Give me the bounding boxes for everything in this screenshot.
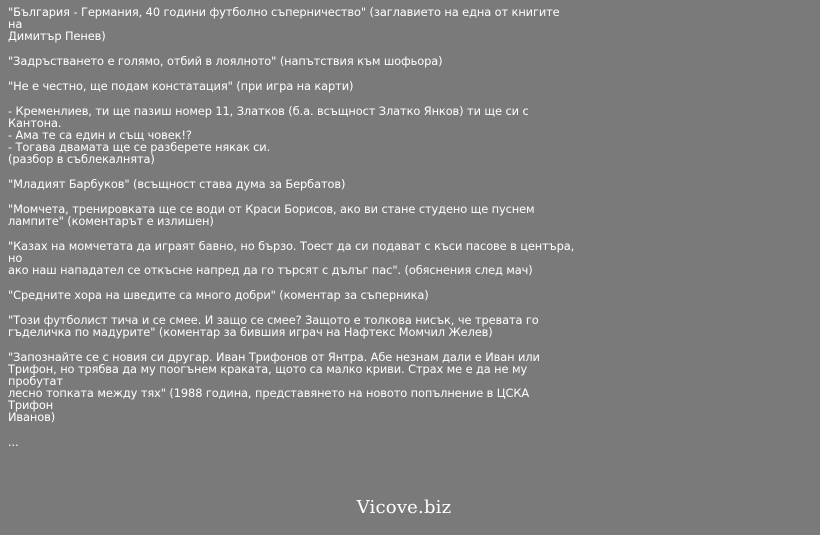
quote-paragraph: "Казах на момчетата да играят бавно, но бързо. Тоест да си подават с къси пасове в центъра, но ако наш нападател се откъсне напред да го търсят с дълъг пас". (обяснения след мач): [8, 239, 575, 277]
quote-paragraph: - Кременлиев, ти ще пазиш номер 11, Златков (б.а. всъщност Златко Янков) ти ще си с Кантона. - Ама те са един и същ човек!? - Тогава двамата ще се разберете някак си. (разбор в съблекалнята): [8, 104, 529, 166]
site-watermark: Vicove.biz: [356, 497, 452, 518]
quote-paragraph: "Този футболист тича и се смее. И защо се смее? Защото е толкова нисък, че тревата го гъделичка по мадурите" (коментар за бившия играч на Нафтекс Момчил Желев): [8, 313, 539, 339]
quote-paragraph: "Не е честно, ще подам констатация" (при игра на карти): [8, 79, 354, 93]
quote-paragraph: "Момчета, тренировката ще се води от Краси Борисов, ако ви стане студено ще пуснем лампите" (коментарът е излишен): [8, 202, 535, 228]
quote-paragraph: "Запознайте се с новия си другар. Иван Трифонов от Янтра. Абе незнам дали е Иван или Трифон, но трябва да му поогънем краката, щото са малко криви. Страх ме е да не му пробутат лесно топката между тях" (1988 година, представянето на новото попълнение в ЦСКА Трифон Иванов): [8, 350, 540, 424]
quotes-list: [8, 6, 576, 461]
quote-paragraph: "Задръстването е голямо, отбий в лоялното" (напътствия към шофьора): [8, 54, 443, 68]
ellipsis: ...: [8, 435, 19, 449]
quote-paragraph: "България - Германия, 40 години футболно съперничество" (заглавието на една от книгите на Димитър Пенев): [8, 5, 560, 43]
quote-paragraph: "Средните хора на шведите са много добри" (коментар за съперника): [8, 288, 429, 302]
quote-paragraph: "Младият Барбуков" (всъщност става дума за Бербатов): [8, 177, 346, 191]
